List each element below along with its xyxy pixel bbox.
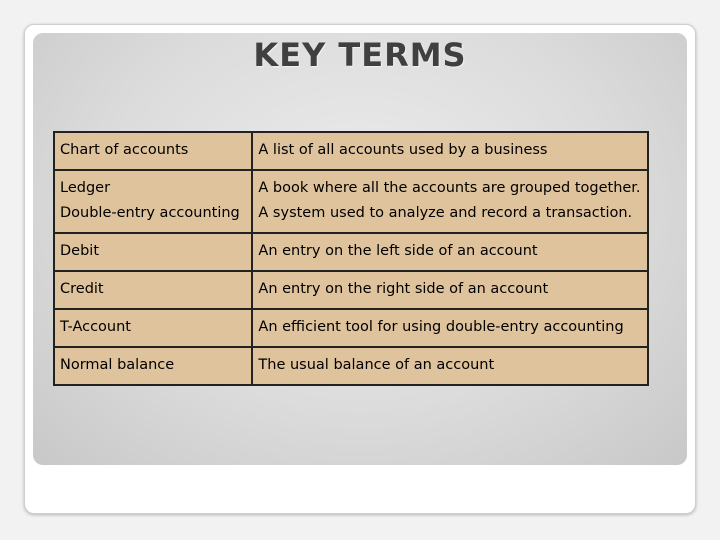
table-row bbox=[54, 132, 648, 170]
term-cell: Double-entry accounting bbox=[54, 201, 252, 233]
term-cell: Debit bbox=[54, 233, 252, 271]
definition-cell: A list of all accounts used by a business bbox=[252, 132, 648, 170]
table-row bbox=[54, 309, 648, 347]
term-cell: Ledger bbox=[54, 170, 252, 201]
definition-cell: An efficient tool for using double-entry accounting bbox=[252, 309, 648, 347]
slide-title: KEY TERMS bbox=[253, 36, 467, 74]
term-cell: Normal balance bbox=[54, 347, 252, 385]
table-row bbox=[54, 271, 648, 309]
table-row bbox=[54, 347, 648, 385]
table-row bbox=[54, 201, 648, 233]
table-row bbox=[54, 170, 648, 201]
definition-cell: A system used to analyze and record a transaction. bbox=[252, 201, 648, 233]
definition-cell: An entry on the right side of an account bbox=[252, 271, 648, 309]
term-cell: T-Account bbox=[54, 309, 252, 347]
definition-cell: A book where all the accounts are grouped together. bbox=[252, 170, 648, 201]
definition-cell: The usual balance of an account bbox=[252, 347, 648, 385]
key-terms-table bbox=[53, 131, 649, 386]
definition-cell: An entry on the left side of an account bbox=[252, 233, 648, 271]
table-row bbox=[54, 233, 648, 271]
term-cell: Credit bbox=[54, 271, 252, 309]
term-cell: Chart of accounts bbox=[54, 132, 252, 170]
